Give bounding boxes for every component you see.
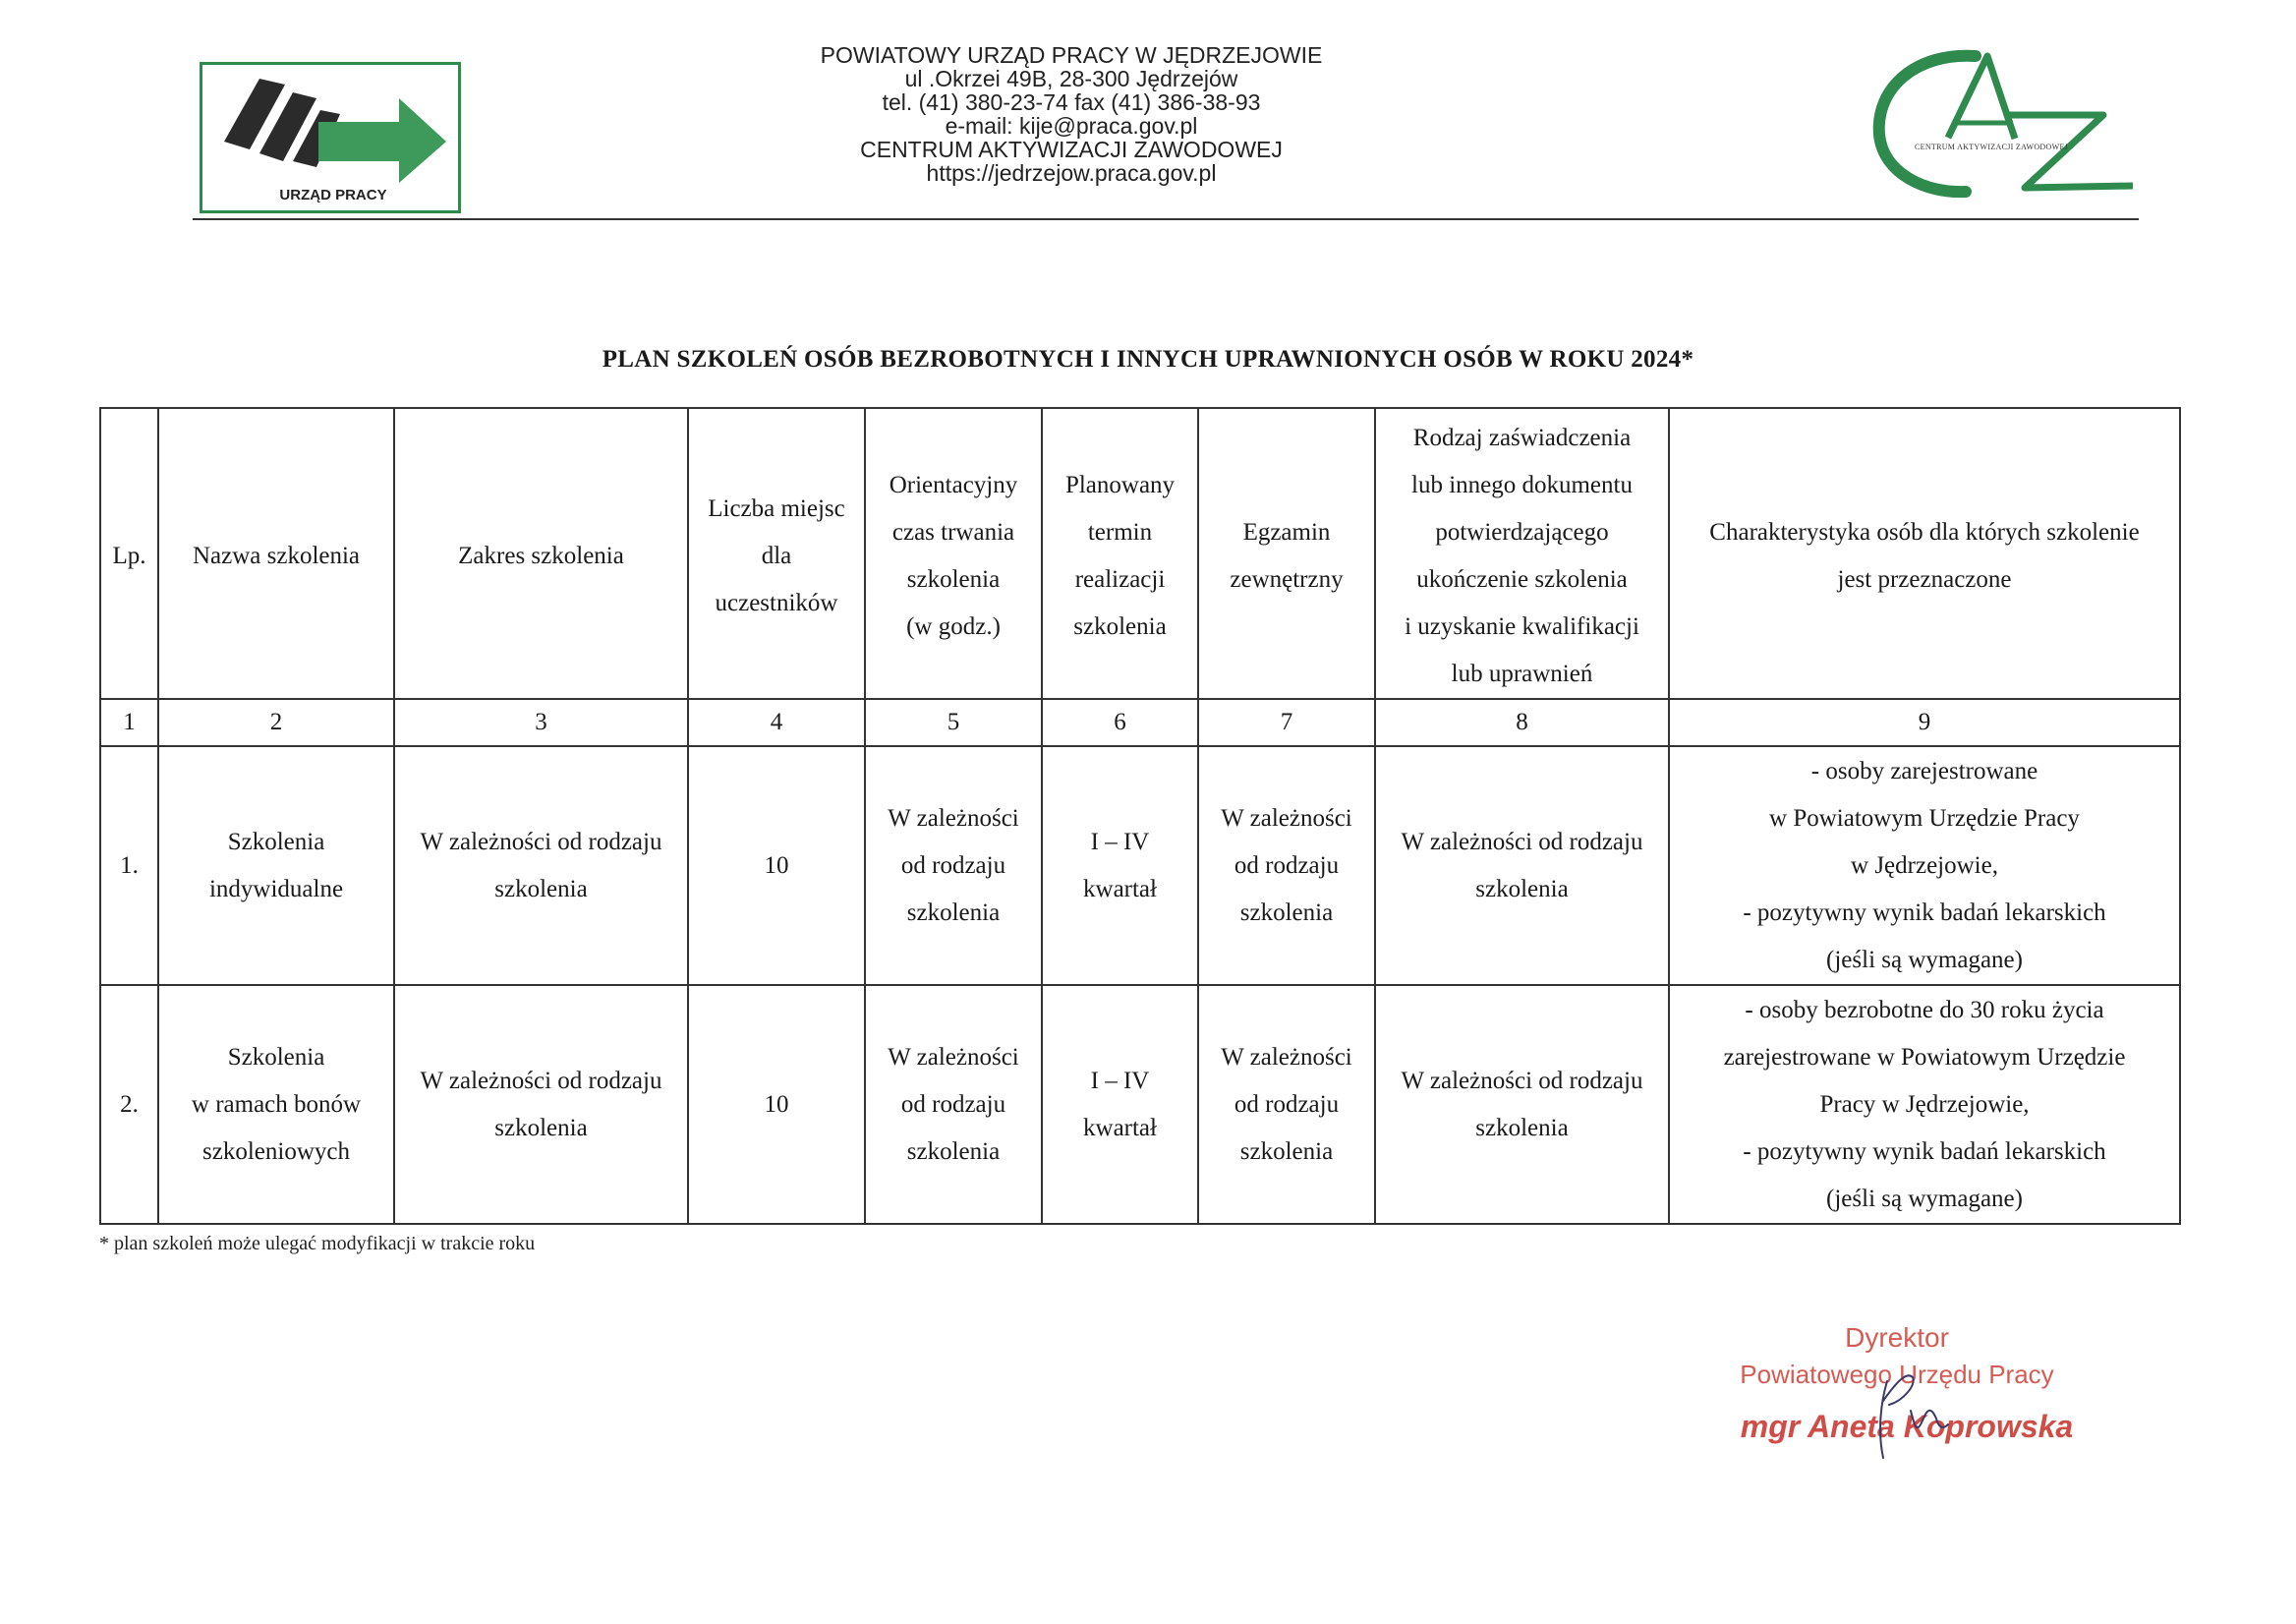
- office-email: e-mail: kije@praca.gov.pl: [945, 113, 1198, 139]
- header-exam: Egzamin zewnętrzny: [1198, 408, 1375, 699]
- header-term: Planowany termin realizacji szkolenia: [1042, 408, 1198, 699]
- logo-caption: URZĄD PRACY: [279, 187, 387, 203]
- stamp-organization: Powiatowego Urzędu Pracy: [1740, 1360, 2054, 1389]
- row-scope: W zależności od rodzaju szkolenia: [394, 746, 688, 985]
- row-places: 10: [688, 746, 865, 985]
- column-number: 6: [1042, 699, 1198, 746]
- column-number: 3: [394, 699, 688, 746]
- header-characteristics: Charakterystyka osób dla których szkolenie jest przeznaczone: [1669, 408, 2180, 699]
- caz-logo: [1858, 44, 2133, 202]
- header-places: Liczba miejsc dla uczestników: [688, 408, 865, 699]
- director-stamp: [1710, 1312, 2103, 1470]
- row-duration: W zależności od rodzaju szkolenia: [865, 985, 1042, 1224]
- row-characteristics: - osoby zarejestrowane w Powiatowym Urzędzie Pracy w Jędrzejowie, - pozytywny wynik badań lekarskich (jeśli są wymagane): [1669, 746, 2180, 985]
- row-term: I – IV kwartał: [1042, 985, 1198, 1224]
- urzad-pracy-logo: [200, 62, 461, 213]
- column-number: 2: [158, 699, 394, 746]
- stamp-name: mgr Aneta Koprowska: [1740, 1409, 2074, 1444]
- row-lp: 2.: [100, 985, 158, 1224]
- row-lp: 1.: [100, 746, 158, 985]
- row-places: 10: [688, 985, 865, 1224]
- office-phone: tel. (41) 380-23-74 fax (41) 386-38-93: [882, 89, 1261, 115]
- stamp-title: Dyrektor: [1845, 1322, 1949, 1353]
- row-exam: W zależności od rodzaju szkolenia: [1198, 985, 1375, 1224]
- row-training-name: Szkolenia indywidualne: [158, 746, 394, 985]
- row-training-name: Szkolenia w ramach bonów szkoleniowych: [158, 985, 394, 1224]
- column-number: 1: [100, 699, 158, 746]
- header-lp: Lp.: [100, 408, 158, 699]
- column-number: 9: [1669, 699, 2180, 746]
- column-number: 4: [688, 699, 865, 746]
- column-number: 8: [1375, 699, 1669, 746]
- caz-logo-caption: CENTRUM AKTYWIZACJI ZAWODOWEJ: [1915, 143, 2069, 151]
- row-certificate: W zależności od rodzaju szkolenia: [1375, 746, 1669, 985]
- table-header-row: [100, 408, 2180, 699]
- document-title: PLAN SZKOLEŃ OSÓB BEZROBOTNYCH I INNYCH UPRAWNIONYCH OSÓB W ROKU 2024*: [602, 346, 1694, 373]
- header-certificate: Rodzaj zaświadczenia lub innego dokumentu potwierdzającego ukończenie szkolenia i uzyskanie kwalifikacji lub uprawnień: [1375, 408, 1669, 699]
- header-scope: Zakres szkolenia: [394, 408, 688, 699]
- header-duration: Orientacyjny czas trwania szkolenia (w godz.): [865, 408, 1042, 699]
- office-centre: CENTRUM AKTYWIZACJI ZAWODOWEJ: [860, 137, 1283, 162]
- row-exam: W zależności od rodzaju szkolenia: [1198, 746, 1375, 985]
- caz-emblem-icon: [1858, 44, 2133, 202]
- row-term: I – IV kwartał: [1042, 746, 1198, 985]
- column-number: 7: [1198, 699, 1375, 746]
- column-number-row: [100, 699, 2180, 746]
- header-name: Nazwa szkolenia: [158, 408, 394, 699]
- row-duration: W zależności od rodzaju szkolenia: [865, 746, 1042, 985]
- column-number: 5: [865, 699, 1042, 746]
- office-website: https://jedrzejow.praca.gov.pl: [926, 160, 1217, 186]
- row-certificate: W zależności od rodzaju szkolenia: [1375, 985, 1669, 1224]
- header-divider: [193, 218, 2139, 220]
- row-scope: W zależności od rodzaju szkolenia: [394, 985, 688, 1224]
- office-street: ul .Okrzei 49B, 28-300 Jędrzejów: [904, 66, 1238, 91]
- training-plan-table: [99, 407, 2181, 1225]
- handwritten-signature-icon: [1867, 1342, 1956, 1460]
- row-characteristics: - osoby bezrobotne do 30 roku życia zarejestrowane w Powiatowym Urzędzie Pracy w Jędrzejowie, - pozytywny wynik badań lekarskich (jeśli są wymagane): [1669, 985, 2180, 1224]
- footnote: * plan szkoleń może ulegać modyfikacji w trakcie roku: [99, 1233, 536, 1254]
- office-name: POWIATOWY URZĄD PRACY W JĘDRZEJOWIE: [820, 42, 1323, 68]
- table-row: [100, 746, 2180, 985]
- table-row: [100, 985, 2180, 1224]
- office-address-block: [747, 43, 1396, 185]
